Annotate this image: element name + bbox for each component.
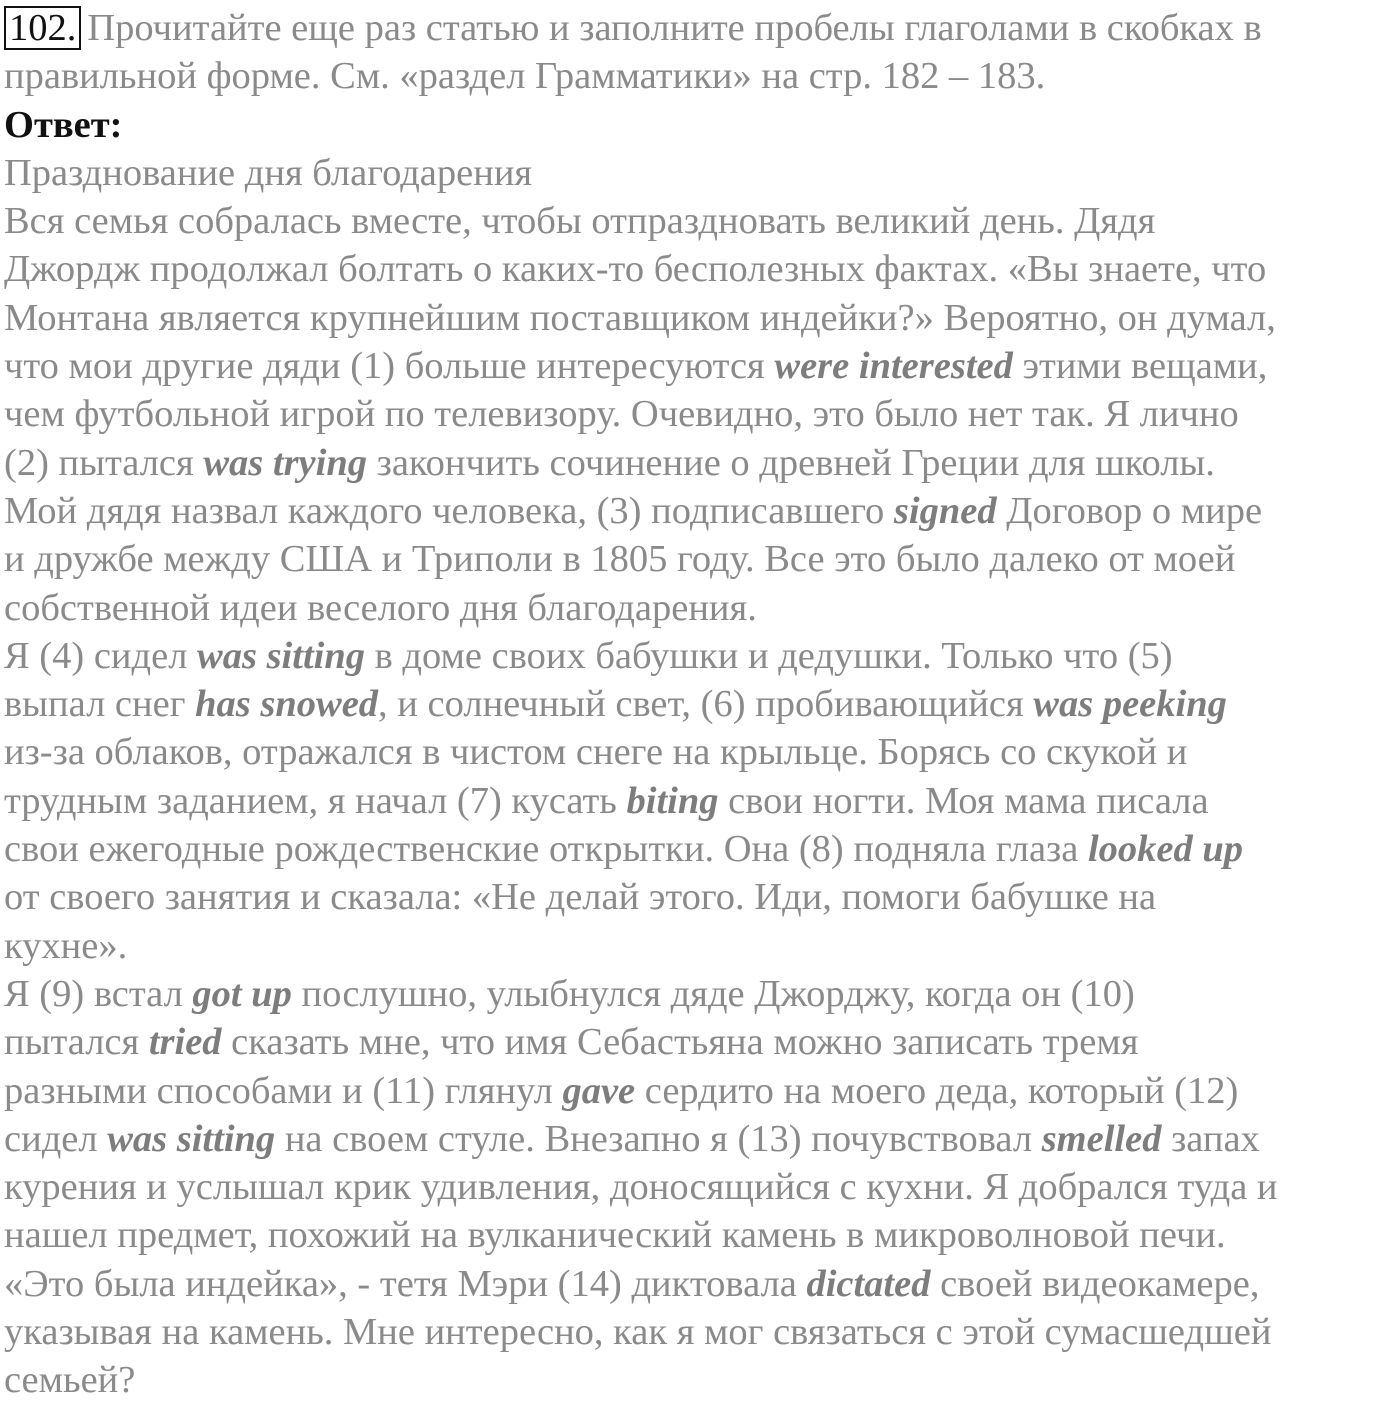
article-title: Празднование дня благодарения xyxy=(4,151,533,194)
text-line xyxy=(4,1260,1398,1308)
answer-label: Ответ: xyxy=(4,103,123,146)
text-line: указывая на камень. Мне интересно, как я мог связаться с этой сумасшедшей xyxy=(4,1311,1272,1354)
text-segment: сказать мне, что имя Себастьяна можно записать тремя xyxy=(221,1021,1139,1064)
paragraph-1 xyxy=(4,197,1398,632)
answer-verb-11: gave xyxy=(562,1069,636,1112)
text-segment: на своем стуле. Внезапно я (13) почувствовал xyxy=(275,1117,1042,1160)
answer-verb-7: biting xyxy=(626,779,719,822)
text-line: кухне». xyxy=(4,924,128,967)
answer-verb-8: looked up xyxy=(1087,828,1244,871)
answer-verb-5: has snowed xyxy=(195,683,379,726)
text-segment: , и солнечный свет, (6) пробивающийся xyxy=(378,683,1034,726)
text-line: Вся семья собралась вместе, чтобы отпраздновать великий день. Дядя xyxy=(4,200,1156,243)
text-segment: пытался xyxy=(4,1021,149,1064)
text-line xyxy=(4,777,1398,825)
text-line xyxy=(4,680,1398,728)
text-line: курения и услышал крик удивления, доносящийся с кухни. Я добрался туда и xyxy=(4,1166,1278,1209)
answer-verb-12: was sitting xyxy=(107,1117,276,1160)
answer-verb-13: smelled xyxy=(1041,1117,1162,1160)
answer-verb-14: dictated xyxy=(806,1262,931,1305)
text-segment: этими вещами, xyxy=(1012,345,1268,388)
text-segment: «Это была индейка», - тетя Мэри (14) диктовала xyxy=(4,1262,807,1305)
task-instruction xyxy=(4,4,1398,101)
text-line xyxy=(4,439,1398,487)
paragraph-2 xyxy=(4,632,1398,970)
text-line: от своего занятия и сказала: «Не делай этого. Иди, помоги бабушке на xyxy=(4,876,1157,919)
text-line: собственной идеи веселого дня благодарения. xyxy=(4,586,757,629)
text-segment: (2) пытался xyxy=(4,441,204,484)
answer-verb-4: was sitting xyxy=(197,634,365,677)
text-segment: трудным заданием, я начал (7) кусать xyxy=(4,779,627,822)
text-segment: Договор о мире xyxy=(996,489,1263,532)
answer-verb-1: were interested xyxy=(774,345,1013,388)
text-line: чем футбольной игрой по телевизору. Очевидно, это было нет так. Я лично xyxy=(4,393,1239,436)
text-segment: разными способами и (11) глянул xyxy=(4,1069,563,1112)
text-line: Джордж продолжал болтать о каких-то бесполезных фактах. «Вы знаете, что xyxy=(4,248,1267,291)
text-line xyxy=(4,1115,1398,1163)
text-segment: свои ежегодные рождественские открытки. Она (8) подняла глаза xyxy=(4,828,1088,871)
text-segment: в доме своих бабушки и дедушки. Только что (5) xyxy=(365,634,1173,677)
text-segment: Мой дядя назвал каждого человека, (3) подписавшего xyxy=(4,489,894,532)
text-line: Монтана является крупнейшим поставщиком индейки?» Вероятно, он думал, xyxy=(4,296,1276,339)
text-line xyxy=(4,825,1398,873)
text-segment: послушно, улыбнулся дяде Джорджу, когда он (10) xyxy=(291,972,1135,1015)
text-line xyxy=(4,970,1398,1018)
text-segment: сердито на моего деда, который (12) xyxy=(635,1069,1239,1112)
answer-verb-9: got up xyxy=(192,972,292,1015)
text-segment: сидел xyxy=(4,1117,108,1160)
text-line xyxy=(4,632,1398,680)
paragraph-3 xyxy=(4,970,1398,1260)
text-line: нашел предмет, похожий на вулканический камень в микроволновой печи. xyxy=(4,1214,1226,1257)
text-segment: Я (9) встал xyxy=(4,972,193,1015)
text-segment: что мои другие дяди (1) больше интересуются xyxy=(4,345,775,388)
text-line xyxy=(4,342,1398,390)
text-line xyxy=(4,1067,1398,1115)
paragraph-4 xyxy=(4,1260,1398,1405)
text-segment: закончить сочинение о древней Греции для школы. xyxy=(367,441,1215,484)
text-segment: выпал снег xyxy=(4,683,196,726)
task-number: 102. xyxy=(4,6,81,50)
text-segment: Я (4) сидел xyxy=(4,634,198,677)
instruction-text-2: правильной форме. См. «раздел Грамматики» на стр. 182 – 183. xyxy=(4,55,1046,98)
text-line: семьей? xyxy=(4,1359,136,1402)
text-segment: своей видеокамере, xyxy=(930,1262,1260,1305)
text-line xyxy=(4,1018,1398,1066)
instruction-text-1: Прочитайте еще раз статью и заполните пробелы глаголами в скобках в xyxy=(87,7,1262,49)
answer-verb-10: tried xyxy=(148,1021,222,1064)
document-page xyxy=(4,4,1398,1405)
text-line: и дружбе между США и Триполи в 1805 году. Все это было далеко от моей xyxy=(4,538,1236,581)
text-line: из-за облаков, отражался в чистом снеге на крыльце. Борясь со скукой и xyxy=(4,731,1188,774)
text-line xyxy=(4,487,1398,535)
text-segment: запах xyxy=(1161,1117,1260,1160)
answer-verb-3: signed xyxy=(893,489,997,532)
answer-verb-6: was peeking xyxy=(1033,683,1227,726)
answer-verb-2: was trying xyxy=(203,441,368,484)
text-segment: свои ногти. Моя мама писала xyxy=(718,779,1209,822)
